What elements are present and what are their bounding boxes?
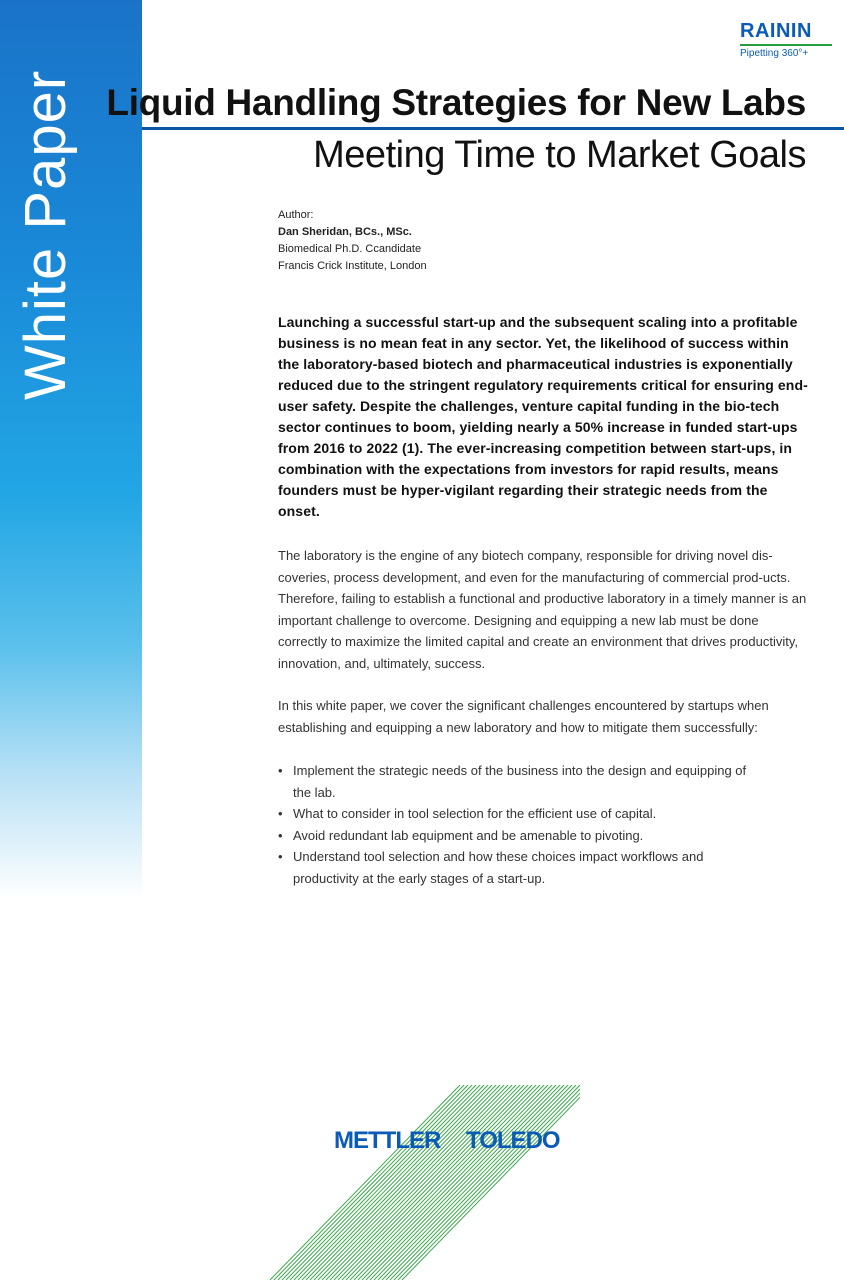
brand-name: RAININ	[740, 20, 812, 42]
bullet-icon: •	[278, 849, 283, 864]
logo-hatch-line	[278, 1085, 468, 1280]
logo-hatch-line	[370, 1085, 560, 1280]
logo-hatch-line	[274, 1085, 464, 1280]
body-paragraph: In this white paper, we cover the significant challenges encountered by startups when establishing and equipping a new laboratory and how to mitigate them successfully:	[278, 698, 769, 735]
logo-hatch-line	[314, 1085, 504, 1280]
author-name: Dan Sheridan, BCs., MSc.	[278, 226, 412, 238]
list-item-text: Implement the strategic needs of the business into the design and equipping of the lab.	[293, 763, 747, 800]
bullet-icon: •	[278, 806, 283, 821]
mettler-toledo-logo-graphic	[260, 1085, 580, 1280]
brand-tagline: Pipetting 360°+	[740, 48, 809, 59]
logo-hatch-line	[346, 1085, 536, 1280]
logo-hatch-line	[290, 1085, 480, 1280]
logo-hatch-line	[350, 1085, 540, 1280]
logo-hatch-line	[382, 1085, 572, 1280]
logo-hatch-line	[334, 1085, 524, 1280]
bullet-icon: •	[278, 827, 283, 843]
body-paragraph: The laboratory is the engine of any biotech company, responsible for driving novel dis-coveries, process development, and even for the manufacturing of commercial prod-ucts. Therefore, failing to establish a functional and productive laboratory in a timely manner is an important challenge to overcome. Designing and equipping a new lab must be done correctly to maximize the limited capital and create an environment that drives productivity, innovation, and, ultimately, success.	[278, 548, 807, 671]
logo-hatch-line	[390, 1085, 580, 1280]
author-block	[278, 207, 427, 275]
rainin-logo	[740, 20, 832, 59]
list-item	[278, 825, 763, 847]
logo-hatch-line	[338, 1085, 528, 1280]
logo-hatch-line	[318, 1085, 508, 1280]
logo-hatch-line	[358, 1085, 548, 1280]
lead-paragraph: Launching a successful start-up and the subsequent scaling into a profitable business is no mean feat in any sector. Yet, the likelihood of success within the laboratory-based biotech and pharmaceutical industries is exponentially reduced due to the stringent regulatory requirements critical for ensuring end-user safety. Despite the challenges, venture capital funding in the bio-tech sector continues to boom, yielding nearly a 50% increase in funded start-ups from 2016 to 2022 (1). The ever-increasing competition between start-ups, in combination with the expectations from investors for rapid results, means founders must be hyper-vigilant regarding their strategic needs from the onset.	[278, 314, 808, 519]
logo-hatch-line	[326, 1085, 516, 1280]
logo-hatch-line	[386, 1085, 576, 1280]
author-label: Author:	[278, 209, 314, 221]
logo-hatch-line	[286, 1085, 476, 1280]
logo-hatch-line	[298, 1085, 488, 1280]
logo-hatch-line	[306, 1085, 496, 1280]
sidebar-band	[0, 0, 142, 900]
list-item	[278, 846, 763, 889]
page-title: Liquid Handling Strategies for New Labs	[106, 82, 806, 123]
logo-hatch-line	[330, 1085, 520, 1280]
logo-hatch-line	[294, 1085, 484, 1280]
logo-hatch-line	[378, 1085, 568, 1280]
logo-hatch-line	[310, 1085, 500, 1280]
title-divider	[142, 127, 844, 130]
author-institution: Francis Crick Institute, London	[278, 260, 427, 272]
logo-hatch-line	[362, 1085, 552, 1280]
logo-hatch-line	[342, 1085, 532, 1280]
logo-hatch-line	[354, 1085, 544, 1280]
list-item	[278, 803, 763, 825]
logo-hatch-line	[374, 1085, 564, 1280]
sidebar-label: White Paper	[13, 69, 78, 400]
brand-underline	[740, 44, 832, 46]
logo-hatch-line	[302, 1085, 492, 1280]
author-role: Biomedical Ph.D. Ccandidate	[278, 243, 422, 255]
bullet-icon: •	[278, 763, 283, 778]
list-item	[278, 760, 763, 803]
logo-hatch-line	[366, 1085, 556, 1280]
list-item-text: Understand tool selection and how these choices impact workflows and productivity at the early stages of a start-up.	[293, 849, 704, 886]
logo-hatch-line	[282, 1085, 472, 1280]
page-subtitle: Meeting Time to Market Goals	[313, 134, 806, 176]
footer-logo-left: METTLER	[334, 1127, 441, 1154]
challenge-list	[278, 760, 808, 889]
list-item-text: Avoid redundant lab equipment and be amenable to pivoting.	[293, 827, 644, 843]
list-item-text: What to consider in tool selection for the efficient use of capital.	[293, 806, 657, 821]
footer-logo-right: TOLEDO	[466, 1127, 560, 1154]
logo-hatch-line	[322, 1085, 512, 1280]
logo-hatch-line	[270, 1085, 460, 1280]
